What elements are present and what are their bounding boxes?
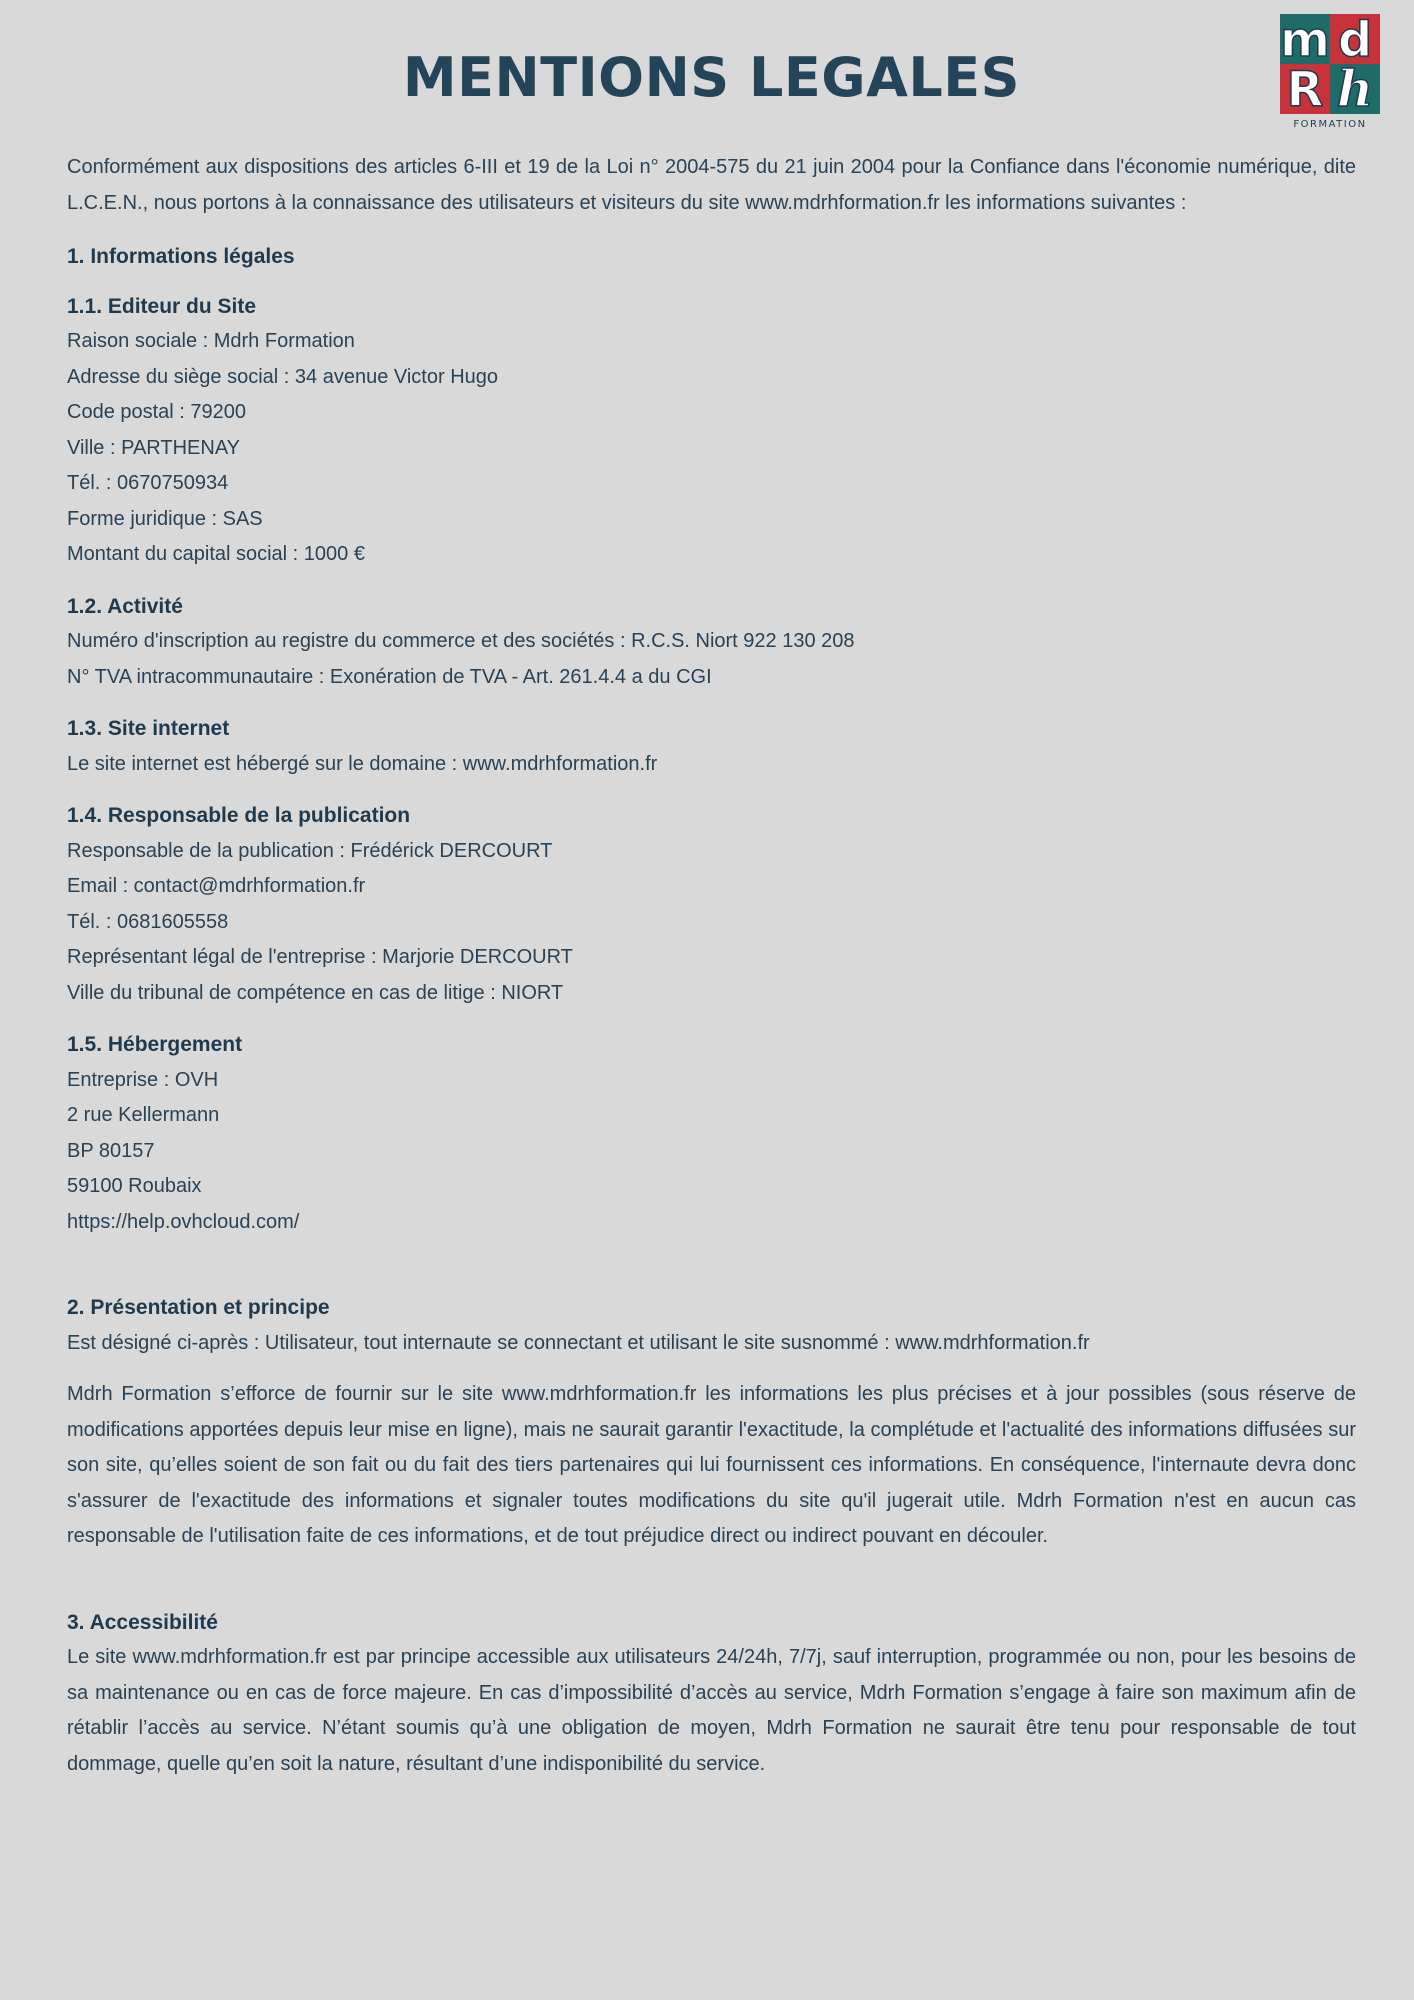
page-title: MENTIONS LEGALES xyxy=(402,46,1021,109)
responsable-line: Ville du tribunal de compétence en cas de litige : NIORT xyxy=(67,981,564,1004)
editeur-line: Code postal : 79200 xyxy=(67,401,247,423)
presentation-line: Est désigné ci-après : Utilisateur, tout internaute se connectant et utilisant le site susnommé : www.mdrhformation.fr xyxy=(67,1331,1090,1354)
site-line: Le site internet est hébergé sur le domaine : www.mdrhformation.fr xyxy=(67,752,658,775)
site-heading: 1.3. Site internet xyxy=(67,717,230,740)
section-accessibilite xyxy=(67,1605,1356,1783)
hebergement-line: 59100 Roubaix xyxy=(67,1175,202,1197)
section-spacer xyxy=(67,1571,1356,1605)
hebergement-line: Entreprise : OVH xyxy=(67,1068,219,1091)
accessibilite-paragraph: Le site www.mdrhformation.fr est par principe accessible aux utilisateurs 24/24h, 7/7j, sauf interruption, programmée ou non, pour les besoins de sa maintenance ou en cas de force majeure. En cas d’impossibilité d’accès au service, Mdrh Formation s’engage à faire son maximum afin de rétablir l’accès au service. N’étant soumis qu’à une obligation de moyen, Mdrh Formation ne saurait être tenu pour responsable de tout dommage, quelle qu’en soit la nature, résultant d’une indisponibilité du service. xyxy=(67,1646,1356,1775)
editeur-heading: 1.1. Editeur du Site xyxy=(67,294,257,318)
section-1-heading: 1. Informations légales xyxy=(67,245,295,268)
editeur-line: Ville : PARTHENAY xyxy=(67,436,241,459)
section-2-heading: 2. Présentation et principe xyxy=(67,1296,330,1319)
section-activite xyxy=(67,589,1356,696)
section-3-heading: 3. Accessibilité xyxy=(67,1610,218,1634)
activite-heading: 1.2. Activité xyxy=(67,594,183,618)
svg-text:d: d xyxy=(1337,12,1373,68)
hebergement-line: 2 rue Kellermann xyxy=(67,1104,220,1126)
hebergement-line: https://help.ovhcloud.com/ xyxy=(67,1210,300,1233)
hebergement-line: BP 80157 xyxy=(67,1139,155,1162)
activite-line: N° TVA intracommunautaire : Exonération de TVA - Art. 261.4.4 a du CGI xyxy=(67,665,712,688)
responsable-heading: 1.4. Responsable de la publication xyxy=(67,804,411,827)
editeur-line: Forme juridique : SAS xyxy=(67,507,263,530)
section-spacer xyxy=(67,1256,1356,1290)
svg-text:FORMATION: FORMATION xyxy=(1293,119,1367,130)
editeur-line: Montant du capital social : 1000 € xyxy=(67,543,365,565)
activite-line: Numéro d'inscription au registre du commerce et des sociétés : R.C.S. Niort 922 130 208 xyxy=(67,630,855,652)
section-editeur xyxy=(67,289,1356,573)
document-content xyxy=(67,150,1356,1782)
editeur-line: Tél. : 0670750934 xyxy=(67,472,229,494)
section-site-internet xyxy=(67,711,1356,782)
section-presentation xyxy=(67,1290,1356,1361)
svg-text:m: m xyxy=(1279,12,1331,68)
presentation-paragraph: Mdrh Formation s’efforce de fournir sur le site www.mdrhformation.fr les informations les plus précises et à jour possibles (sous réserve de modifications apportées depuis leur mise en ligne), mais ne saurait garantir l'exactitude, la complétude et l'actualité des informations diffusées sur son site, qu’elles soient de son fait ou du fait des tiers partenaires qui lui fournissent ces informations. En conséquence, l'internaute devra donc s'assurer de l'exactitude des informations et signaler toutes modifications du site qu'il jugerait utile. Mdrh Formation n'est en aucun cas responsable de l'utilisation faite de ces informations, et de tout préjudice direct ou indirect pouvant en découler. xyxy=(67,1383,1356,1547)
svg-text:R: R xyxy=(1286,62,1324,118)
hebergement-heading: 1.5. Hébergement xyxy=(67,1033,243,1056)
responsable-line: Email : contact@mdrhformation.fr xyxy=(67,875,366,897)
svg-text:h: h xyxy=(1336,59,1374,118)
responsable-line: Représentant légal de l'entreprise : Marjorie DERCOURT xyxy=(67,946,573,968)
section-responsable xyxy=(67,798,1356,1011)
editeur-line: Raison sociale : Mdrh Formation xyxy=(67,330,355,352)
responsable-line: Tél. : 0681605558 xyxy=(67,910,229,933)
section-hebergement xyxy=(67,1027,1356,1240)
intro-paragraph: Conformément aux dispositions des articles 6-III et 19 de la Loi n° 2004-575 du 21 juin 2004 pour la Confiance dans l'économie numérique, dite L.C.E.N., nous portons à la connaissance des utilisateurs et visiteurs du site www.mdrhformation.fr les informations suivantes : xyxy=(67,156,1356,214)
editeur-line: Adresse du siège social : 34 avenue Victor Hugo xyxy=(67,365,499,388)
responsable-line: Responsable de la publication : Frédérick DERCOURT xyxy=(67,839,553,862)
